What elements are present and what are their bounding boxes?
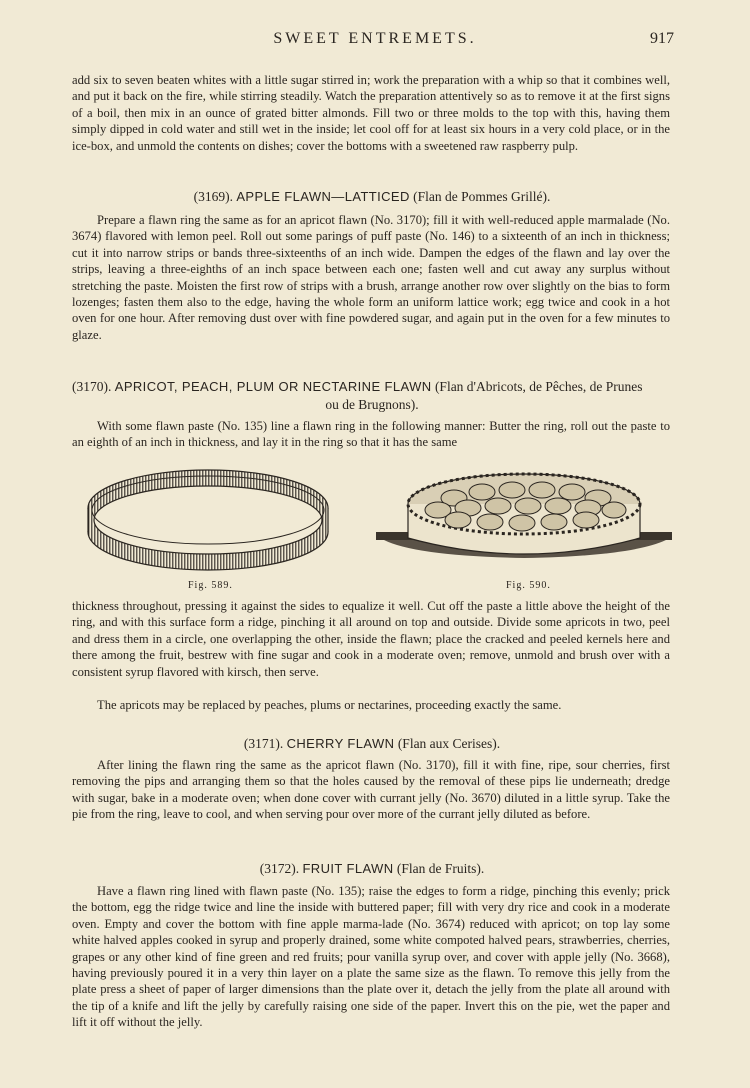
heading-3170-line2: ou de Brugnons).: [325, 397, 419, 412]
apricot-flawn-illustration: [376, 470, 672, 574]
running-title: SWEET ENTREMETS.: [273, 30, 477, 47]
heading-3169-number: (3169).: [193, 189, 233, 204]
heading-3172-french: (Flan de Fruits).: [396, 861, 485, 876]
figure-590-caption: Fig. 590.: [506, 580, 551, 591]
paragraph-3171: After lining the flawn ring the same as the apricot flawn (No. 3170), fill it with fine, ripe, sour cherries, first removing the pips and arranging them so that the holes caused by the removal of these pips lie underneath; dredge with sugar, bake in a moderate oven; when done cover with currant jelly (No. 3670) diluted in a little syrup. Take the pie from the ring, leave to cool, and when serving pour over more of the currant jelly diluted as before.: [72, 758, 670, 822]
running-head: [0, 28, 750, 52]
heading-3169: [72, 188, 672, 206]
heading-3172-title: FRUIT FLAWN: [302, 861, 394, 876]
heading-3170-french-1: (Flan d'Abricots, de Pêches, de Prunes: [434, 379, 643, 394]
heading-3169-title: APPLE FLAWN—LATTICED: [236, 189, 410, 204]
heading-3169-french: (Flan de Pommes Grillé).: [413, 189, 551, 204]
heading-3172: [72, 860, 672, 878]
heading-3171-french: (Flan aux Cerises).: [397, 736, 501, 751]
heading-3171: [72, 735, 672, 753]
intro-paragraph: add six to seven beaten whites with a little sugar stirred in; work the preparation with a whip so that it combines well, and put it back on the fire, while stirring steadily. Watch the preparation attentively so as to remove it at the first signs of a boil, then mix in an ounce of grated bitter almonds. Fill two or three molds to the top with this, having them simply dipped in cold water and still wet in the inside; let cool off for at least six hours in a very cold place, or in the ice-box, and unmold the contents on dishes; cover the bottoms with a sweetened raw raspberry pulp.: [72, 73, 670, 153]
heading-3170: [72, 378, 674, 396]
heading-3172-number: (3172).: [259, 861, 300, 876]
page-number: 917: [650, 30, 674, 47]
heading-3171-title: CHERRY FLAWN: [286, 736, 395, 751]
heading-3170-title: APRICOT, PEACH, PLUM OR NECTARINE FLAWN: [114, 379, 432, 394]
paragraph-3170-continued: thickness throughout, pressing it against the sides to equalize it well. Cut off the paste a little above the height of the ring, and with this surface form a ridge, pinching it all around on top and outside. Divide some apricots in two, peel and dress them in a circle, one overlapping the other, inside the flawn; place the cracked and peeled kernels here and there among the fruit, bestrew with fine sugar and cook in a moderate oven; remove, unmold and brush over with a consistent syrup flavored with kirsch, then serve.: [72, 599, 670, 679]
flawn-ring-illustration: [82, 460, 334, 580]
paragraph-3170-start: With some flawn paste (No. 135) line a flawn ring in the following manner: Butter the ring, roll out the paste to an eighth of an inch in thickness, and lay it in the ring so that it has the same: [72, 419, 670, 450]
paragraph-3172: Have a flawn ring lined with flawn paste (No. 135); raise the edges to form a ridge, pinching this evenly; prick the bottom, egg the ridge twice and line the inside with buttered paper; fill with very dry rice and cook in a moderate oven. Empty and cover the bottom with fine apple marma-lade (No. 3674) reduced with apricot; on top lay some white halved apples cooked in syrup and properly drained, some white compoted halved pears, strawberries, cherries, grapes or any other kind of fine green and red fruits; pour vanilla syrup over, and cover with apple jelly (No. 3668), having previously poured it in a very thin layer on a plate the same size as the flawn. To remove this jelly from the plate press a sheet of paper of larger dimensions than the plate over it, detach the jelly from the plate all around with the tip of a knife and lift the jelly by carefully raising one side of the paper. Invert this on the pie, wet the paper and lift it off without the jelly.: [72, 884, 670, 1030]
figure-589-caption: Fig. 589.: [188, 580, 233, 591]
heading-3170-number: (3170).: [72, 379, 112, 394]
paragraph-3169: Prepare a flawn ring the same as for an apricot flawn (No. 3170); fill it with well-reduced apple marmalade (No. 3674) flavored with lemon peel. Roll out some parings of puff paste (No. 146) to a sixteenth of an inch in thickness; cut it into narrow strips or bands three-sixteenths of an inch wide. Dampen the edges of the flawn and lay over the strips, leaving a three-eighths of an inch space between each one; fasten well and cut away any surplus without stretching the paste. Moisten the first row of strips with a brush, arrange another row over slightly on the bias to form lozenges; fasten them also to the edge, having the whole form an uniform lattice work; egg twice and cook in a hot oven for one hour. After removing dust over with fine powdered sugar, and again put in the oven for a few minutes to glaze.: [72, 213, 670, 342]
heading-3171-number: (3171).: [243, 736, 284, 751]
paragraph-3170-note: The apricots may be replaced by peaches, plums or nectarines, proceeding exactly the same.: [97, 698, 562, 712]
